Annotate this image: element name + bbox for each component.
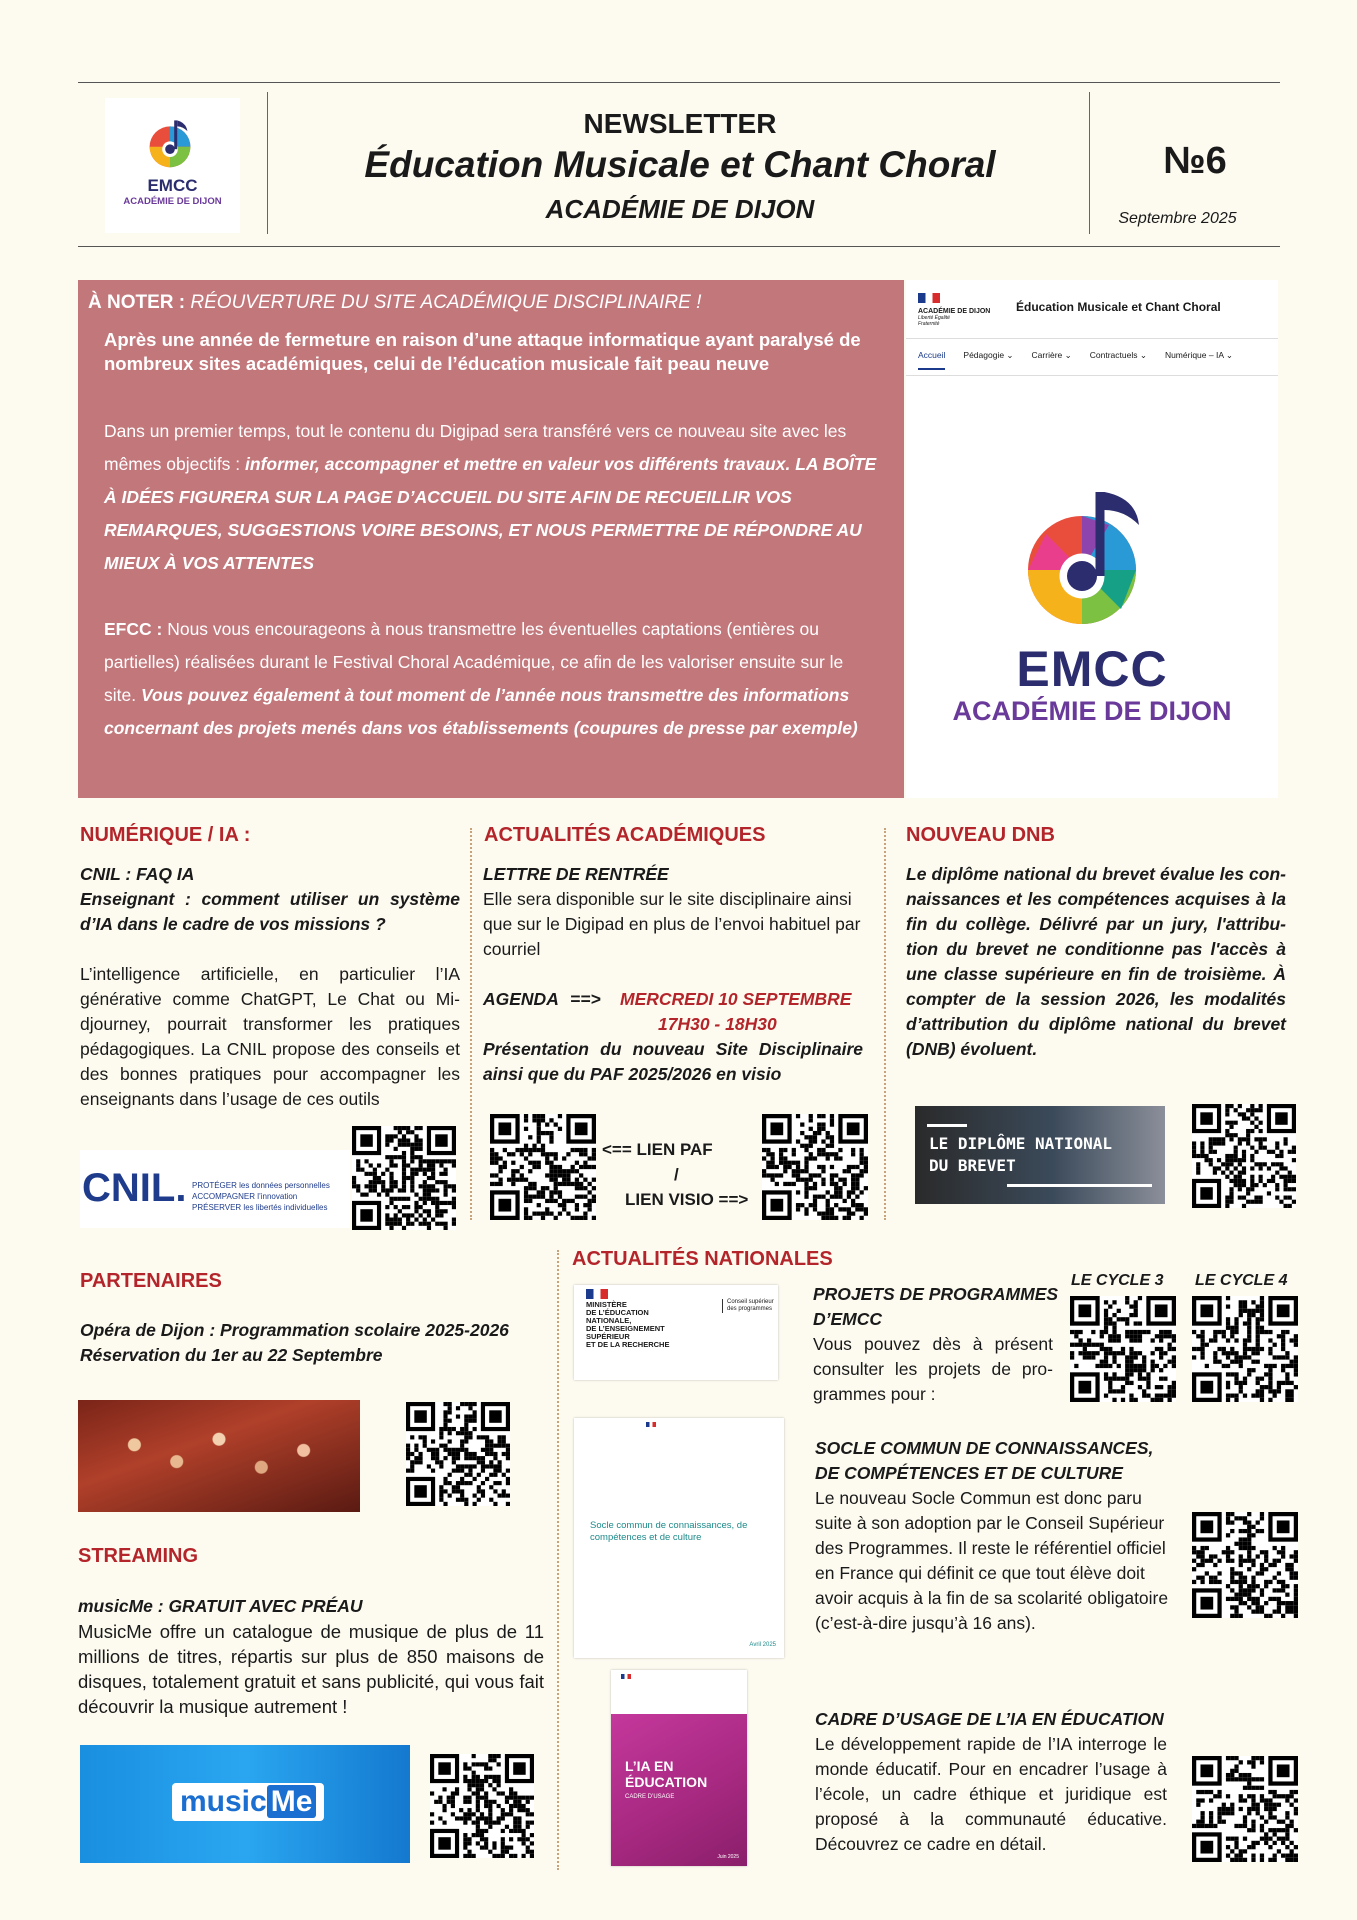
qr-code-icon [1192,1296,1298,1402]
emcc-logo-icon [143,112,203,172]
socle-doc-title: Socle commun de connaissances, de compétences et de culture [590,1520,748,1543]
partenaires-line2: Réservation du 1er au 22 Septembre [80,1345,383,1365]
cnil-line-1: PROTÉGER les données personnelles [192,1181,330,1190]
cnil-logo-text: CNIL. [82,1166,187,1210]
musicme-logo-part2: Me [267,1785,317,1818]
qr-paf[interactable] [490,1114,596,1220]
notice-p1-caps: LA BOÎTE À IDÉES FIGURERA SUR LA PAGE D’ACCUEIL DU SITE AFIN DE RECUEILLIR VOS REMARQUES, SUGGESTIONS VOIRE BESOINS, ET NOUS PERMETTRE DE RÉPONDRE AU MIEUX À VOS ATTENTES [104,454,877,573]
site-nav-numerique[interactable]: Numérique – IA ⌄ [1164,350,1234,360]
notice-lead: À NOTER : [88,292,186,313]
actu-acad-sub: LETTRE DE RENTRÉE [483,864,669,884]
cnil-line-3: PRÉSERVER les libertés individuelles [192,1203,328,1212]
header-logo-text: EMCC [147,176,198,195]
cycle4-label[interactable]: LE CYCLE 4 [1195,1272,1288,1289]
dnb-title: NOUVEAU DNB [906,824,1055,846]
link-paf[interactable]: <== LIEN PAF [602,1140,713,1159]
site-org: ACADÉMIE DE DIJON [918,308,991,315]
link-visio[interactable]: LIEN VISIO ==> [625,1190,749,1209]
qr-code-icon [406,1402,510,1506]
dnb-banner-line1: LE DIPLÔME NATIONAL [929,1134,1113,1153]
qr-code-icon [1070,1296,1176,1402]
agenda-label: AGENDA [483,989,559,1009]
numerique-title: NUMÉRIQUE / IA : [80,824,251,846]
qr-cycle4[interactable] [1192,1296,1298,1402]
programmes-title: PROJETS DE PROGRAMMES D’EMCC [813,1284,1059,1329]
newsletter-label: NEWSLETTER [583,108,777,139]
academy-label: ACADÉMIE DE DIJON [545,194,815,224]
site-org-motto: Liberté Égalité Fraternité [918,315,950,327]
site-nav-pedagogie[interactable]: Pédagogie ⌄ [963,350,1014,360]
agenda-date: MERCREDI 10 SEPTEMBRE [620,989,852,1009]
opera-audience-image [78,1400,360,1512]
actu-acad-body: Elle sera disponible sur le site disciplinaire ainsi que sur le Digipad en plus de l’envoi habituel par courriel [483,889,861,959]
link-sep: / [674,1165,679,1184]
ia-doc-title: L’IA EN ÉDUCATION [625,1758,708,1790]
ia-title: CADRE D’USAGE DE L’IA EN ÉDUCATION [815,1709,1164,1729]
dnb-banner[interactable] [915,1106,1165,1204]
site-preview[interactable] [906,280,1278,798]
streaming-title: STREAMING [78,1545,198,1567]
qr-ia[interactable] [1192,1756,1298,1862]
ia-doc-date: Juin 2025 [717,1854,739,1860]
actu-nat-title: ACTUALITÉS NATIONALES [572,1248,833,1270]
qr-code-icon [1192,1104,1296,1208]
notice-p1-plain: Dans un premier temps, tout le contenu du Digipad sera transféré vers ce nouveau site avec les mêmes objectifs : [104,421,847,474]
ia-body: Le développement rapide de l’IA interroge le monde éducatif. Pour en encadrer l’usage à l’école, un cadre éthique et juridique est proposé à la communauté éducative. Découvrez ce cadre en détail. [815,1734,1167,1854]
france-flag-icon [918,293,940,303]
agenda-arrow: ==> [570,989,601,1009]
numerique-sub: CNIL : FAQ IA [80,864,195,884]
header-logo [105,98,240,233]
cnil-line-2: ACCOMPAGNER l’innovation [192,1192,298,1201]
partenaires-line1: Opéra de Dijon : Programmation scolaire 2025-2026 [80,1320,509,1340]
site-nav-carriere[interactable]: Carrière ⌄ [1031,350,1072,360]
issue-date: Septembre 2025 [1118,210,1237,227]
notice-p1-em: informer, accompagner et mettre en valeur vos différents travaux. [245,454,791,474]
notice-intro: Après une année de fermeture en raison d’une attaque informatique ayant paralysé de nombreux sites académiques, celui de l’éducation musicale fait peau neuve [104,329,861,374]
site-org-block [918,290,1008,327]
qr-socle[interactable] [1192,1512,1298,1618]
socle-body: Le nouveau Socle Commun est donc paru suite à son adoption par le Conseil Supérieur des Programmes. Il reste le référentiel officiel en France qui définit ce que tout élève doit avoir acquis à la fin de sa scolarité obligatoire (c’est-à-dire jusqu’à 16 ans). [815,1488,1169,1633]
streaming-body: MusicMe offre un catalogue de musique de plus de 11 millions de titres, répartis sur plus de 850 maisons de disques, totalement gratuit et sans publicité, qui vous fait découvrir la musique autrement ! [78,1621,544,1717]
site-logo-text: EMCC [1016,641,1168,697]
qr-code-icon [352,1126,456,1230]
france-flag-icon [586,1289,608,1299]
qr-cnil[interactable] [352,1126,456,1230]
csp-label: Conseil supérieur des programmes [722,1299,783,1313]
notice-p2-em: Vous pouvez également à tout moment de l’année nous transmettre des informations concernant des projets menés dans vos établissements (coupures de presse par exemple) [104,685,858,738]
qr-visio[interactable] [762,1114,868,1220]
qr-code-icon [490,1114,596,1220]
header-logo-sub: ACADÉMIE DE DIJON [123,196,222,207]
qr-code-icon [762,1114,868,1220]
agenda-desc: Présentation du nouveau Site Disciplinaire ainsi que du PAF 2025/2026 en visio [483,1039,863,1084]
page-title: Éducation Musicale et Chant Choral [364,144,996,185]
ia-doc-thumb[interactable] [611,1670,747,1866]
qr-code-icon [1192,1512,1298,1618]
cycle3-label[interactable]: LE CYCLE 3 [1071,1272,1164,1289]
qr-dnb[interactable] [1192,1104,1296,1208]
socle-title: SOCLE COMMUN DE CONNAISSANCES, DE COMPÉTENCES ET DE CULTURE [815,1438,1154,1483]
numerique-question: Enseignant : comment utiliser un système d’IA dans le cadre de vos missions ? [80,889,460,934]
numerique-body: L’intelligence artificielle, en particulier l’IA générative comme ChatGPT, Le Chat ou Midjourney, pourrait transformer les pratiques pédagogiques. La CNIL propose des conseils et des bonnes pratiques pour accompagner les enseignants dans l’usage de ces outils [80,964,460,1109]
cnil-logo[interactable] [80,1150,350,1228]
qr-code-icon [1192,1756,1298,1862]
issue-number: №6 [1163,140,1227,182]
site-nav [918,350,1278,370]
notice-p2-lead: EFCC : [104,619,163,639]
qr-cycle3[interactable] [1070,1296,1176,1402]
qr-code-icon [430,1754,534,1858]
emcc-logo-icon [1016,480,1166,630]
partenaires-title: PARTENAIRES [80,1270,222,1292]
socle-doc-date: Avril 2025 [749,1642,776,1648]
ia-doc-sub: CADRE D’USAGE [625,1794,675,1800]
qr-opera[interactable] [406,1402,510,1506]
actu-acad-title: ACTUALITÉS ACADÉMIQUES [484,824,766,846]
notice-p2 [104,613,879,745]
site-title: Éducation Musicale et Chant Choral [1016,300,1221,314]
musicme-logo[interactable] [80,1745,410,1863]
socle-doc-thumb[interactable] [574,1418,784,1658]
notice-lead-rest: RÉOUVERTURE DU SITE ACADÉMIQUE DISCIPLINAIRE ! [190,292,702,313]
programmes-body: Vous pouvez dès à présent consulter les projets de programmes pour : [813,1334,1053,1404]
ministry-doc-thumb[interactable]: MINISTÈRE DE L’ÉDUCATION NATIONALE, DE L’ENSEIGNEMENT SUPÉRIEUR ET DE LA RECHERCHE Conseil supérieur des programmes [574,1285,778,1380]
musicme-logo-part1: music [180,1785,267,1818]
dnb-banner-line2: DU BREVET [929,1156,1016,1175]
notice-p2-plain: Nous vous encourageons à nous transmettre les éventuelles captations (entières ou partielles) réalisées durant le Festival Choral Académique, ce afin de les valoriser ensuite sur le site. [104,619,844,705]
site-nav-contractuels[interactable]: Contractuels ⌄ [1089,350,1147,360]
streaming-sub: musicMe : GRATUIT AVEC PRÉAU [78,1596,363,1616]
site-nav-home[interactable]: Accueil [918,350,945,370]
site-logo-sub: ACADÉMIE DE DIJON [952,696,1232,726]
notice-heading [88,292,888,314]
dnb-body: Le diplôme national du brevet évalue les connaissances et les compétences acquises à la fin du collège. Délivré par un jury, l'attribution du brevet ne conditionne pas l'accès à une classe supérieure en fin de troisième. À compter de la session 2026, les modalités d’attribution du diplôme national du brevet (DNB) évoluent. [906,864,1286,1059]
agenda-time: 17H30 - 18H30 [658,1014,777,1034]
notice-box [78,280,904,798]
notice-p1 [104,415,879,580]
qr-musicme[interactable] [430,1754,534,1858]
